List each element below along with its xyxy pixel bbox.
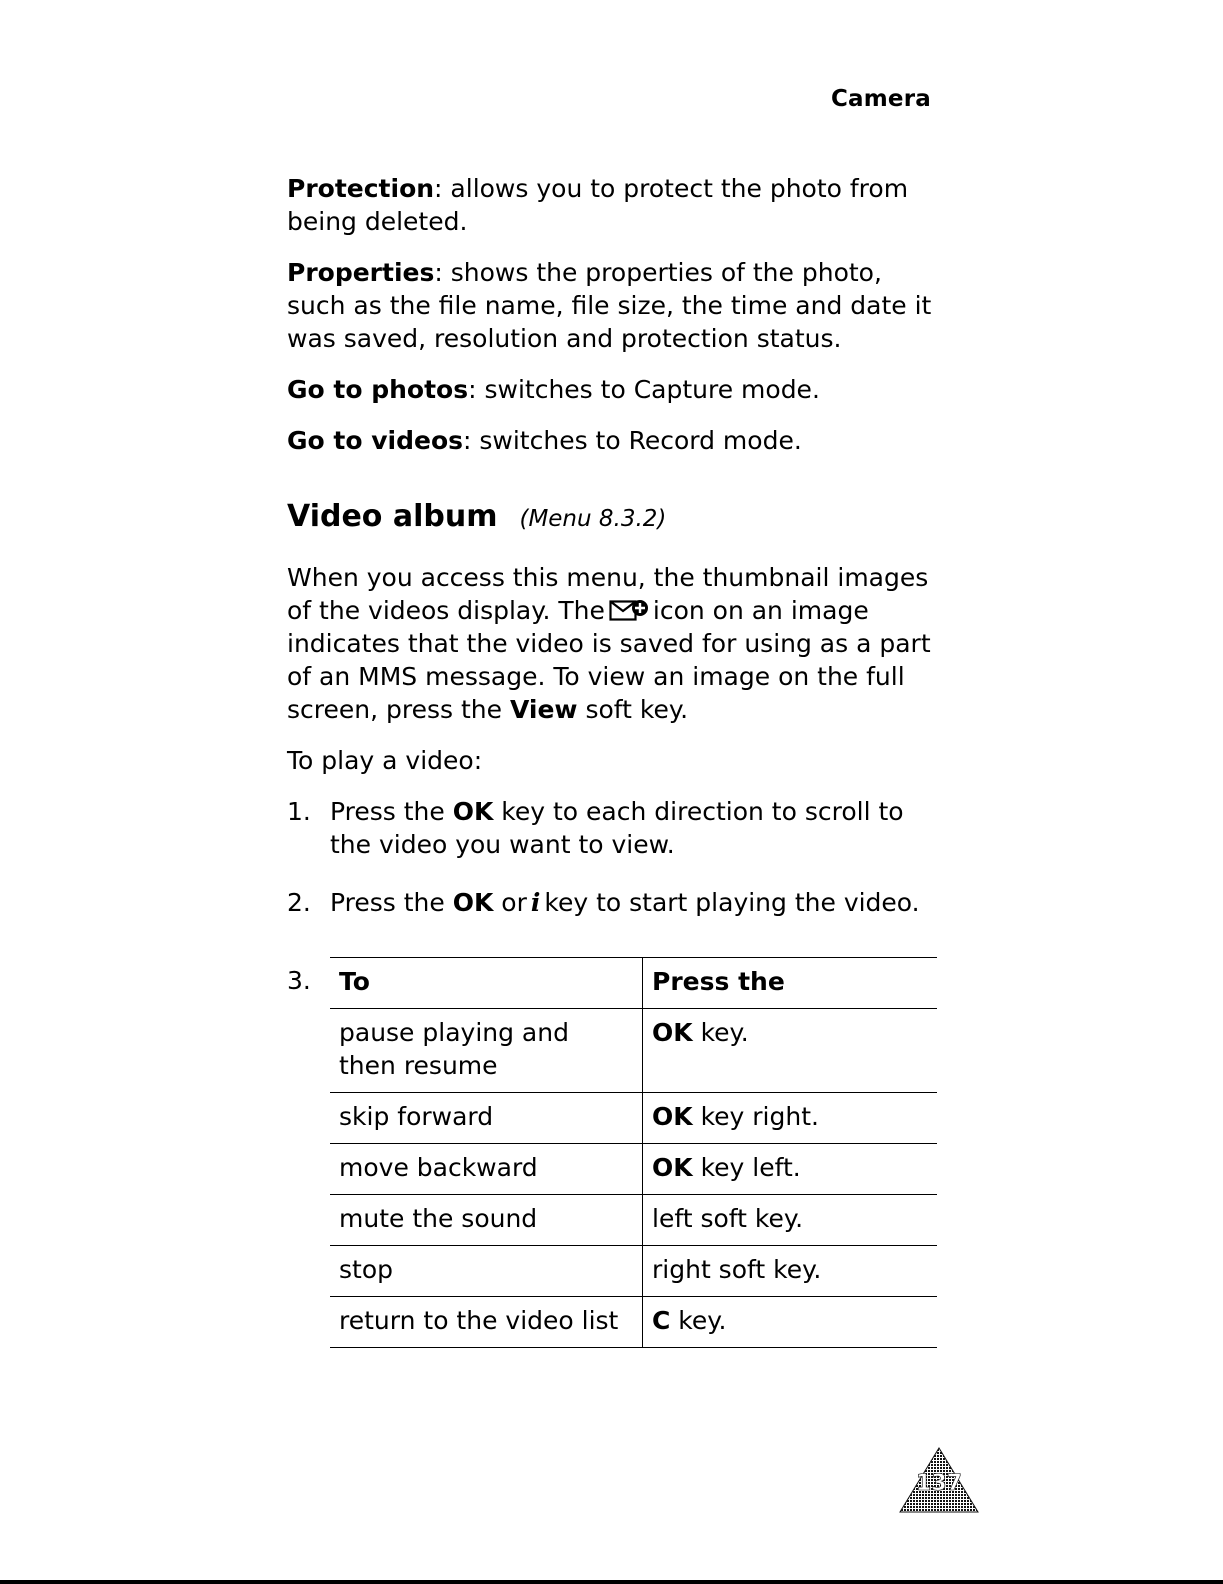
option-desc: allows you to protect the photo from being deleted. <box>287 174 909 236</box>
option-term: Go to photos <box>287 375 469 404</box>
step-2: 2. Press the OK or i key to start playing the video. <box>287 888 920 917</box>
page-number: 137 <box>916 1471 962 1496</box>
page-number-badge <box>898 1446 980 1514</box>
mms-message-icon <box>609 598 649 622</box>
step-number: 1. <box>287 797 311 826</box>
option-desc: switches to Record mode. <box>479 426 802 455</box>
play-intro: To play a video: <box>287 746 483 775</box>
option-properties: Properties: shows the properties of the photo, such as the file name, file size, the time and date it was saved, resolution and protection status. <box>287 258 932 353</box>
playback-keys-table <box>330 957 937 1348</box>
option-desc: switches to Capture mode. <box>484 375 820 404</box>
page-content <box>287 172 937 1348</box>
key-cell: OK key right. <box>643 1093 938 1144</box>
table-row <box>330 1009 937 1093</box>
option-term: Protection <box>287 174 435 203</box>
step-1: 1. Press the OK key to each direction to scroll to the video you want to view. <box>287 797 904 859</box>
option-term: Go to videos <box>287 426 464 455</box>
step-number: 2. <box>287 888 311 917</box>
option-term: Properties <box>287 258 435 287</box>
action-cell: return to the video list <box>330 1297 643 1348</box>
action-cell: mute the sound <box>330 1195 643 1246</box>
option-protection: Protection: allows you to protect the photo from being deleted. <box>287 174 909 236</box>
table-row <box>330 1195 937 1246</box>
option-go-to-videos: Go to videos: switches to Record mode. <box>287 426 802 455</box>
video-album-intro: When you access this menu, the thumbnail images of the videos display. The icon on an image indicates that the video is saved for using as a part of an MMS message. To view an image on the full screen, press the View soft key. <box>287 563 931 724</box>
section-title: Video album (Menu 8.3.2) <box>287 499 667 534</box>
action-cell: pause playing and then resume <box>330 1009 643 1093</box>
steps-list <box>287 795 937 919</box>
view-key-label: View <box>509 695 578 724</box>
key-cell: C key. <box>643 1297 938 1348</box>
option-desc: shows the properties of the photo, such as the file name, file size, the time and date it was saved, resolution and protection status. <box>287 258 932 353</box>
column-header-to: To <box>330 958 643 1009</box>
menu-reference: (Menu 8.3.2) <box>519 506 667 532</box>
key-cell: right soft key. <box>643 1246 938 1297</box>
action-cell: move backward <box>330 1144 643 1195</box>
table-row <box>330 1144 937 1195</box>
table-row <box>330 1246 937 1297</box>
key-cell: OK key left. <box>643 1144 938 1195</box>
step-number: 3. <box>287 966 311 995</box>
info-key-icon: i <box>530 888 541 917</box>
key-cell: left soft key. <box>643 1195 938 1246</box>
table-header-row <box>330 958 937 1009</box>
running-header: Camera <box>830 86 931 112</box>
table-row <box>330 1093 937 1144</box>
step-3 <box>287 957 937 1348</box>
table-row <box>330 1297 937 1348</box>
column-header-press: Press the <box>643 958 938 1009</box>
action-cell: skip forward <box>330 1093 643 1144</box>
page-bottom-border <box>0 1580 1223 1584</box>
key-cell: OK key. <box>643 1009 938 1093</box>
option-go-to-photos: Go to photos: switches to Capture mode. <box>287 375 820 404</box>
action-cell: stop <box>330 1246 643 1297</box>
